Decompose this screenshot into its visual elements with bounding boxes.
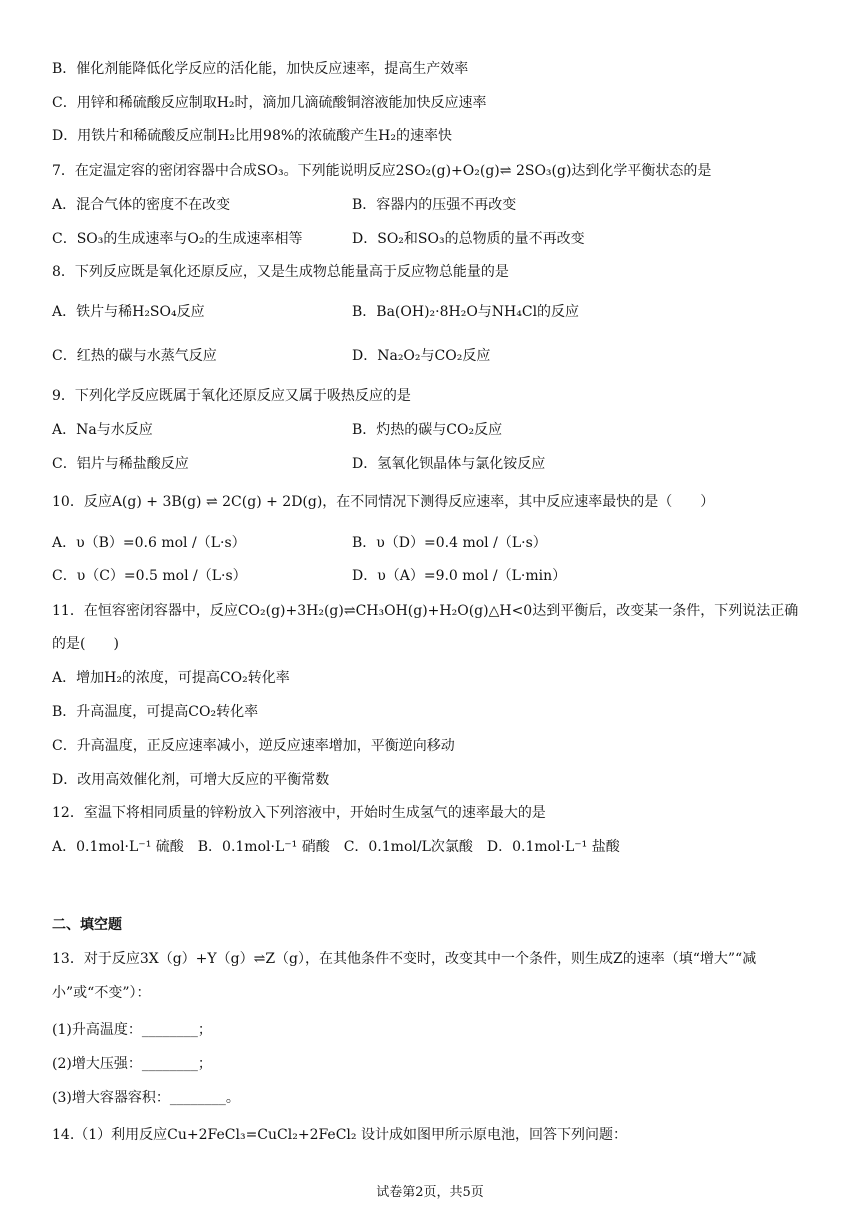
q8-option-d: D．Na₂O₂与CO₂反应: [352, 348, 491, 364]
q7-option-c: C．SO₃的生成速率与O₂的生成速率相等: [52, 231, 303, 247]
q8-option-b: B．Ba(OH)₂·8H₂O与NH₄Cl的反应: [352, 304, 580, 320]
question-13-cont: 小”或“不变”）：: [52, 985, 151, 1001]
question-12: 12．室温下将相同质量的锌粉放入下列溶液中，开始时生成氢气的速率最大的是: [52, 805, 546, 821]
question-9: 9．下列化学反应既属于氧化还原反应又属于吸热反应的是: [52, 388, 411, 404]
q9-option-c: C．铝片与稀盐酸反应: [52, 456, 189, 472]
q9-option-b: B．灼热的碳与CO₂反应: [352, 422, 503, 438]
question-8: 8．下列反应既是氧化还原反应，又是生成物总能量高于反应物总能量的是: [52, 264, 509, 280]
section-heading-fill-in: 二、填空题: [52, 917, 122, 933]
q7-option-a: A．混合气体的密度不在改变: [52, 197, 231, 213]
question-14: 14.（1）利用反应Cu+2FeCl₃=CuCl₂+2FeCl₂ 设计成如图甲所示原电池，回答下列问题：: [52, 1127, 627, 1143]
q11-option-d: D．改用高效催化剂，可增大反应的平衡常数: [52, 772, 330, 788]
q8-option-a: A．铁片与稀H₂SO₄反应: [52, 304, 205, 320]
q11-option-a: A．增加H₂的浓度，可提高CO₂转化率: [52, 670, 290, 686]
q10-option-a: A．υ（B）=0.6 mol /（L·s）: [52, 535, 246, 551]
q13-part-2: (2)增大压强：________；: [52, 1056, 212, 1072]
q10-option-d: D．υ（A）=9.0 mol /（L·min）: [352, 568, 567, 584]
question-11: 11．在恒容密闭容器中，反应CO₂(g)+3H₂(g)⇌CH₃OH(g)+H₂O(g)△H<0达到平衡后，改变某一条件，下列说法正确: [52, 603, 799, 619]
question-10: 10．反应A(g) + 3B(g) ⇌ 2C(g) + 2D(g)，在不同情况下测得反应速率，其中反应速率最快的是（ ）: [52, 494, 715, 510]
q6-option-c: C．用锌和稀硫酸反应制取H₂时，滴加几滴硫酸铜溶液能加快反应速率: [52, 95, 487, 111]
question-13: 13．对于反应3X（g）+Y（g）⇌Z（g），在其他条件不变时，改变其中一个条件，则生成Z的速率（填“增大”“减: [52, 951, 757, 967]
q8-option-c: C．红热的碳与水蒸气反应: [52, 348, 217, 364]
q13-part-3: (3)增大容器容积：________。: [52, 1090, 240, 1106]
question-7: 7．在定温定容的密闭容器中合成SO₃。下列能说明反应2SO₂(g)+O₂(g)⇌ 2SO₃(g)达到化学平衡状态的是: [52, 163, 712, 179]
q11-option-c: C．升高温度，正反应速率减小，逆反应速率增加，平衡逆向移动: [52, 738, 455, 754]
q7-option-b: B．容器内的压强不再改变: [352, 197, 517, 213]
q6-option-b: B．催化剂能降低化学反应的活化能，加快反应速率，提高生产效率: [52, 61, 469, 77]
q9-option-d: D．氢氧化钡晶体与氯化铵反应: [352, 456, 546, 472]
q13-part-1: (1)升高温度：________；: [52, 1022, 212, 1038]
q12-options: A．0.1mol·L⁻¹ 硫酸 B．0.1mol·L⁻¹ 硝酸 C．0.1mol/L次氯酸 D．0.1mol·L⁻¹ 盐酸: [52, 839, 620, 855]
q11-option-b: B．升高温度，可提高CO₂转化率: [52, 704, 259, 720]
q9-option-a: A．Na与水反应: [52, 422, 153, 438]
q10-option-c: C．υ（C）=0.5 mol /（L·s）: [52, 568, 247, 584]
question-11-cont: 的是( ): [52, 636, 119, 652]
page-footer: 试卷第2页，共5页: [376, 1185, 484, 1200]
q10-option-b: B．υ（D）=0.4 mol /（L·s）: [352, 535, 547, 551]
q6-option-d: D．用铁片和稀硫酸反应制H₂比用98%的浓硫酸产生H₂的速率快: [52, 128, 452, 144]
q7-option-d: D．SO₂和SO₃的总物质的量不再改变: [352, 231, 585, 247]
